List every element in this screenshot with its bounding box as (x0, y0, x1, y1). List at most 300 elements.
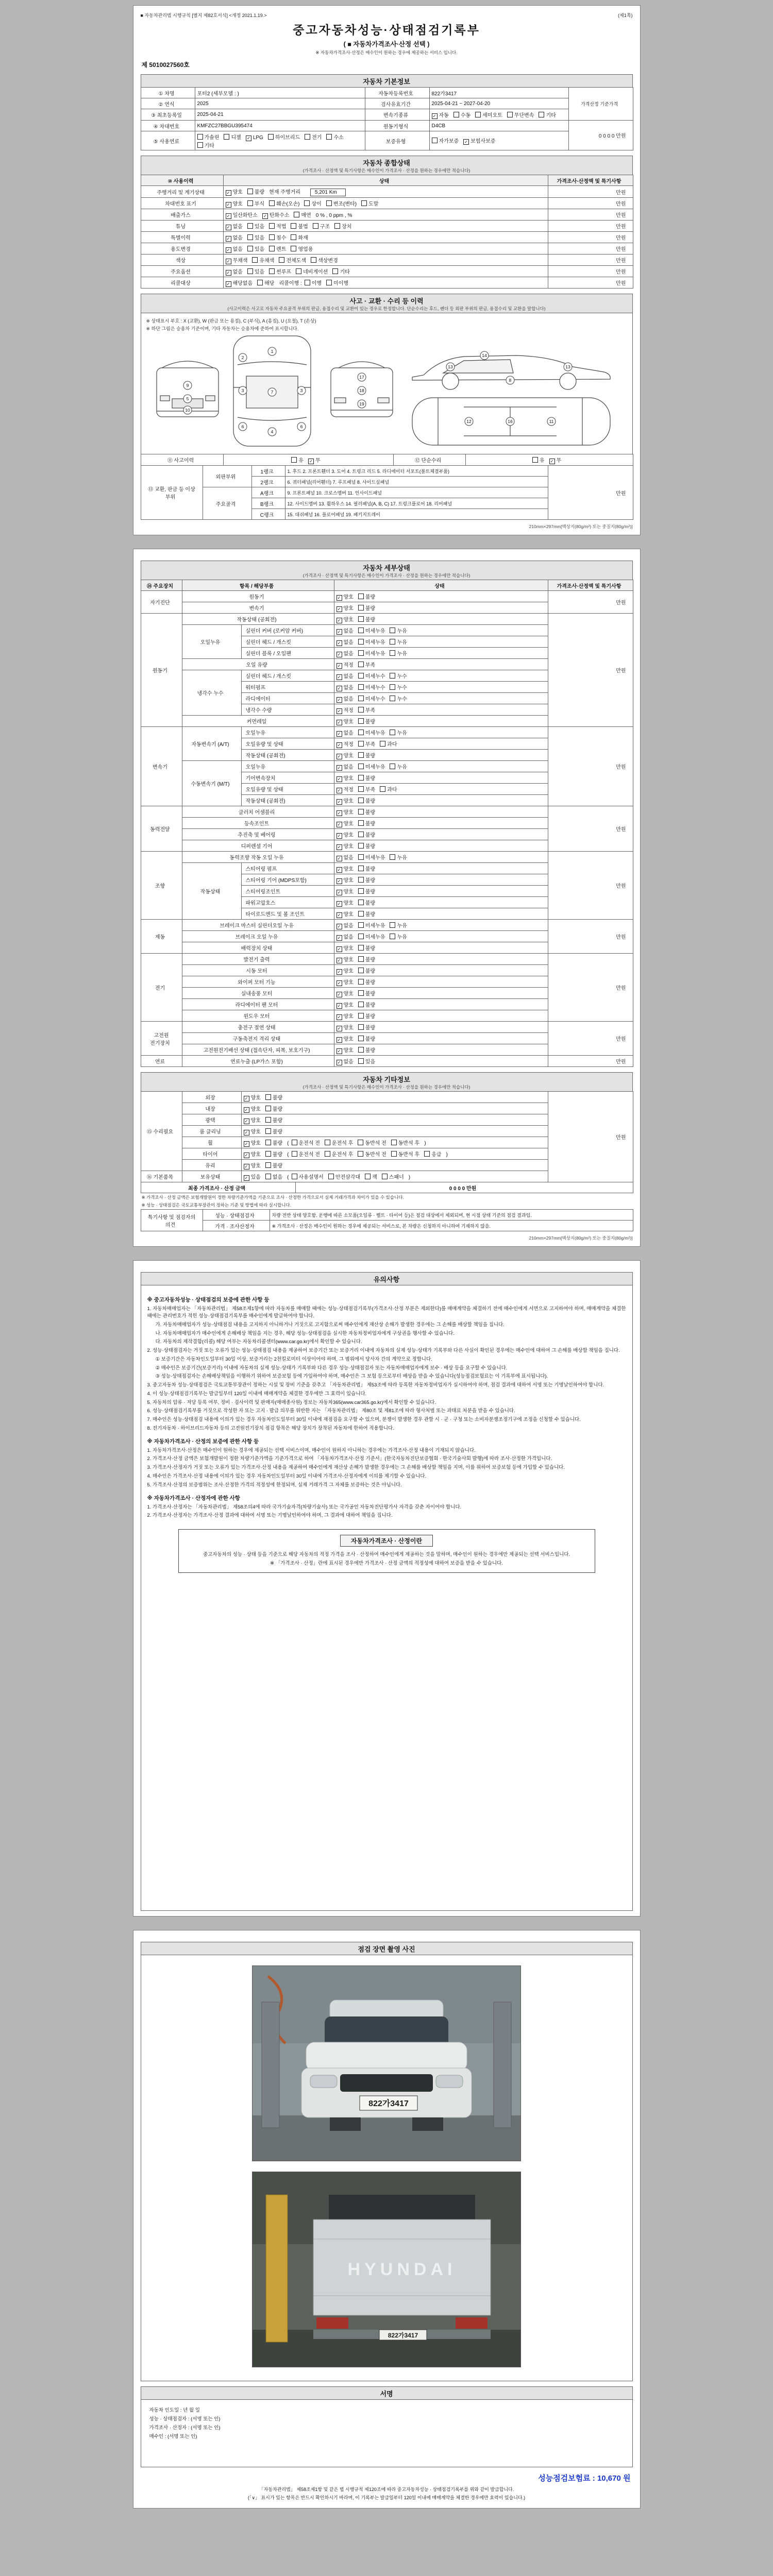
cell-text: 휠 (208, 1141, 213, 1146)
checkbox-미세누유[interactable] (358, 649, 385, 657)
checkbox-과다[interactable] (380, 785, 397, 793)
checkbox-미세누유[interactable] (358, 921, 385, 929)
checkbox-부족[interactable] (358, 740, 375, 748)
checkbox-세미오토[interactable] (475, 111, 502, 118)
checkbox-없음[interactable] (337, 694, 354, 703)
checkbox-이행[interactable] (305, 279, 322, 286)
checkbox-label: 영업용 (298, 246, 313, 252)
cell-text: 만원 (616, 201, 626, 207)
checkbox-적정[interactable] (337, 740, 354, 748)
checkbox-양호[interactable] (244, 1127, 261, 1136)
checkbox-불량[interactable] (358, 989, 375, 997)
cell (251, 466, 285, 477)
svg-text:5: 5 (186, 396, 189, 401)
cell (141, 121, 195, 131)
checkbox-양호[interactable] (337, 865, 354, 873)
cell-text: 클러치 어셈블리 (238, 810, 275, 816)
checkbox-적정[interactable] (337, 660, 354, 669)
checkbox-미세누수[interactable] (358, 672, 385, 680)
checkbox-label: 무 (556, 457, 562, 464)
section-title: 자동차 종합상태 (363, 159, 410, 167)
checkbox-불량[interactable] (358, 808, 375, 816)
checkbox-도말[interactable] (361, 199, 378, 207)
checkbox-양호[interactable] (337, 978, 354, 986)
checkbox-불량[interactable] (247, 188, 264, 195)
cell (334, 999, 548, 1010)
text-line: 7. 매수인은 성능·상태점검 내용에 이의가 있는 경우 자동차인도일부터 30일 이내에 재점검을 요구할 수 있으며, 분쟁이 발생한 경우 관할 시 · 군 · 구청 또는 소비자분쟁조정기구에 조정을 신청할 수 있습니다. (147, 1416, 581, 1422)
checkbox-보험사보증[interactable] (463, 137, 495, 145)
checkbox-양호[interactable] (244, 1116, 261, 1124)
cell-text: 배력장치 상태 (241, 946, 273, 952)
checkbox-양호[interactable] (337, 955, 354, 963)
checkbox-색상변경[interactable] (311, 256, 338, 264)
cell-text: ( (287, 1151, 289, 1158)
checkbox-없음[interactable] (265, 1173, 282, 1180)
cell-text: 구동축전지 격리 상태 (232, 1037, 281, 1042)
checkbox-있음[interactable] (247, 267, 264, 275)
checkbox-하이브리드[interactable] (268, 133, 300, 141)
checkbox-해당없음[interactable] (226, 279, 253, 287)
checkbox-없음[interactable] (226, 267, 243, 276)
checkbox-동반석 후[interactable] (391, 1139, 419, 1146)
checkbox-LPG[interactable] (246, 135, 263, 141)
checkbox-불량[interactable] (358, 1001, 375, 1008)
cell (241, 1092, 548, 1103)
checkbox-양호[interactable] (337, 887, 354, 895)
svg-text:16: 16 (508, 419, 513, 424)
checkbox-양호[interactable] (337, 751, 354, 759)
cell-text: 동력조향 작동 오일 누유 (229, 855, 284, 861)
checkbox-양호[interactable] (244, 1161, 261, 1170)
cell (548, 255, 633, 266)
checkbox-유[interactable] (532, 456, 545, 464)
checkbox-불량[interactable] (358, 796, 375, 804)
checkbox-스패너[interactable] (382, 1173, 404, 1180)
cell-text: 만원 (616, 1037, 626, 1042)
checkbox-누유[interactable] (390, 921, 407, 929)
checkbox-양호[interactable] (337, 592, 354, 601)
checkbox-box: ✓ (337, 720, 342, 725)
checkbox-훼손(오손)[interactable] (269, 199, 299, 207)
checkbox-불량[interactable] (358, 899, 375, 906)
checkbox-유[interactable] (291, 456, 304, 464)
checkbox-불량[interactable] (358, 615, 375, 623)
checkbox-불량[interactable] (358, 819, 375, 827)
checkbox-잭[interactable] (365, 1173, 377, 1180)
section-photos (141, 1942, 633, 1955)
checkbox-운전석 후[interactable] (325, 1150, 353, 1158)
checkbox-label: 불량 (365, 979, 376, 986)
checkbox-있음[interactable] (247, 245, 264, 252)
checkbox-box (358, 718, 364, 724)
checkbox-label: 불량 (365, 991, 376, 997)
checkbox-box (304, 200, 310, 206)
checkbox-불량[interactable] (265, 1127, 282, 1135)
checkbox-부족[interactable] (358, 660, 375, 668)
cell-text: 연료 (155, 1059, 165, 1065)
checkbox-누수[interactable] (390, 683, 407, 691)
checkbox-전체도색[interactable] (279, 256, 306, 264)
checkbox-해당[interactable] (257, 279, 274, 286)
checkbox-label: 누유 (397, 764, 407, 770)
checkbox-미세누유[interactable] (358, 638, 385, 646)
checkbox-디젤[interactable] (224, 133, 241, 141)
checkbox-불량[interactable] (265, 1093, 282, 1101)
checkbox-box (358, 673, 364, 679)
diagram-basis-note: ※ 하단 그림은 승용차 기준이며, 기타 자동차는 승용차에 준하여 표시합니다. (146, 326, 299, 331)
checkbox-동반석 전[interactable] (358, 1150, 386, 1158)
checkbox-구조[interactable] (313, 222, 330, 230)
checkbox-불량[interactable] (358, 831, 375, 838)
checkbox-응급[interactable] (424, 1150, 441, 1158)
checkbox-있음[interactable] (358, 1057, 375, 1065)
checkbox-label: 양호 (250, 1140, 261, 1146)
checkbox-양호[interactable] (337, 876, 354, 884)
cell-text: 원동기 (153, 668, 167, 674)
cell (182, 942, 334, 954)
checkbox-불량[interactable] (358, 1046, 375, 1054)
cell-text: 동력전달 (150, 827, 170, 833)
checkbox-동반석 전[interactable] (358, 1139, 386, 1146)
cell (141, 209, 223, 221)
checkbox-불량[interactable] (265, 1139, 282, 1146)
checkbox-label: 양호 (343, 1047, 354, 1054)
cell-text: 외장 (205, 1095, 215, 1101)
checkbox-미이행[interactable] (326, 279, 348, 286)
checkbox-무[interactable] (308, 456, 321, 464)
checkbox-수동[interactable] (453, 111, 470, 118)
checkbox-기타[interactable] (539, 111, 556, 118)
checkbox-box: ✓ (337, 946, 342, 952)
checkbox-box (532, 457, 538, 463)
cell (241, 772, 334, 784)
checkbox-없음[interactable] (337, 672, 354, 680)
checkbox-불량[interactable] (358, 717, 375, 725)
checkbox-불량[interactable] (265, 1161, 282, 1169)
checkbox-미세누유[interactable] (358, 762, 385, 770)
checkbox-운전석 후[interactable] (325, 1139, 353, 1146)
checkbox-없음[interactable] (337, 921, 354, 929)
checkbox-장치[interactable] (334, 222, 351, 230)
cell (334, 1056, 548, 1067)
checkbox-수소[interactable] (326, 133, 343, 141)
checkbox-없음[interactable] (226, 233, 243, 242)
checkbox-불량[interactable] (358, 592, 375, 600)
checkbox-불량[interactable] (358, 887, 375, 895)
checkbox-양호[interactable] (337, 899, 354, 907)
checkbox-누유[interactable] (390, 728, 407, 736)
text-line: ※ 성능 · 상태점검은 국토교통부장관이 정하는 기준 및 방법에 따라 실시합니다. (141, 1202, 291, 1208)
checkbox-불량[interactable] (358, 978, 375, 986)
text-line: ② 매수인은 보증기간(보증거리) 이내에 자동차의 실제 성능·상태가 기록부와 다른 경우 성능·상태점검자 또는 자동차매매업자에게 보수 · 배상 등을 요구할 수 있습니다. (155, 1365, 508, 1371)
checkbox-양호[interactable] (337, 1046, 354, 1054)
checkbox-label: 불량 (365, 1036, 376, 1042)
checkbox-없음[interactable] (226, 222, 243, 230)
checkbox-양호[interactable] (226, 188, 243, 196)
checkbox-미세누수[interactable] (358, 694, 385, 702)
checkbox-불량[interactable] (358, 774, 375, 782)
checkbox-양호[interactable] (337, 989, 354, 997)
checkbox-label: 기타 (340, 269, 350, 275)
checkbox-label: 없음 (343, 923, 354, 929)
checkbox-미세누유[interactable] (358, 853, 385, 861)
checkbox-label: 스패너 (389, 1174, 404, 1180)
column-header (141, 580, 182, 591)
checkbox-누유[interactable] (390, 933, 407, 940)
cell (241, 886, 334, 897)
checkbox-양호[interactable] (244, 1150, 261, 1158)
checkbox-자가보증[interactable] (432, 137, 459, 144)
checkbox-label: 양호 (343, 594, 354, 600)
checkbox-누수[interactable] (390, 672, 407, 680)
checkbox-무단변속[interactable] (507, 111, 534, 118)
checkbox-상이[interactable] (304, 199, 321, 207)
cell-text: 실내송풍 모터 (241, 991, 273, 997)
checkbox-매연[interactable] (294, 211, 311, 218)
checkbox-불량[interactable] (358, 955, 375, 963)
checkbox-무[interactable] (549, 456, 562, 464)
text-line: 2. 가격조사·산정 금액은 보험개발원이 정한 차량기준가액을 기준가격으로 하여 「자동차가격조사·산정 기준서」(한국자동차진단보증협회 · 한국기술사회 발행)에 따라 조사·산정한 가격입니다. (147, 1456, 552, 1462)
checkbox-양호[interactable] (244, 1105, 261, 1113)
cell (241, 670, 334, 682)
checkbox-box: ✓ (337, 924, 342, 929)
checkbox-box (305, 134, 310, 140)
checkbox-box (197, 142, 203, 148)
signature-box (141, 2399, 633, 2467)
checkbox-가솔린[interactable] (197, 133, 220, 141)
checkbox-label: 부족 (365, 741, 376, 748)
checkbox-부족[interactable] (358, 785, 375, 793)
cell-text: 2025-04-21 (197, 112, 224, 117)
checkbox-양호[interactable] (244, 1093, 261, 1101)
checkbox-양호[interactable] (226, 199, 243, 208)
cell (270, 1221, 633, 1231)
checkbox-미세누유[interactable] (358, 626, 385, 634)
section-title: 점검 장면 촬영 사진 (358, 1945, 415, 1954)
checkbox-box (265, 1128, 271, 1134)
notice-body (141, 1285, 633, 1911)
checkbox-자동[interactable] (432, 111, 449, 119)
checkbox-일산화탄소[interactable] (226, 211, 258, 219)
cell (241, 795, 334, 806)
checkbox-화재[interactable] (291, 233, 308, 241)
checkbox-box (390, 934, 395, 939)
checkbox-box: ✓ (337, 674, 342, 680)
checkbox-불량[interactable] (265, 1150, 282, 1158)
checkbox-box (358, 798, 364, 803)
checkbox-box (390, 854, 395, 860)
checkbox-없음[interactable] (337, 933, 354, 941)
definition-box-title: 자동차가격조사 · 산정이란 (340, 1535, 433, 1547)
cell (548, 727, 633, 806)
cell (141, 88, 195, 98)
checkbox-box (358, 900, 364, 905)
cell (334, 988, 548, 999)
checkbox-영업용[interactable] (291, 245, 313, 252)
checkbox-box (313, 223, 318, 229)
checkbox-없음[interactable] (337, 638, 354, 646)
checkbox-있음[interactable] (244, 1173, 261, 1181)
checkbox-렌트[interactable] (269, 245, 286, 252)
checkbox-과다[interactable] (380, 740, 397, 748)
checkbox-운전석 전[interactable] (292, 1139, 320, 1146)
checkbox-불량[interactable] (358, 1023, 375, 1031)
checkbox-부식[interactable] (247, 199, 264, 207)
checkbox-누수[interactable] (390, 694, 407, 702)
checkbox-불법[interactable] (291, 222, 308, 230)
checkbox-label: 없음 (343, 855, 354, 861)
checkbox-유채색[interactable] (252, 256, 274, 264)
checkbox-없음[interactable] (337, 1057, 354, 1065)
checkbox-양호[interactable] (337, 842, 354, 850)
checkbox-box: ✓ (244, 1130, 249, 1136)
checkbox-양호[interactable] (337, 944, 354, 952)
checkbox-box: ✓ (244, 1164, 249, 1170)
checkbox-label: 기타 (204, 143, 214, 149)
checkbox-적정[interactable] (337, 706, 354, 714)
checkbox-동반석 후[interactable] (391, 1150, 419, 1158)
checkbox-불량[interactable] (358, 604, 375, 612)
text-line: 6. 성능·상태점검기록부를 거짓으로 작성한 자 또는 고지 · 발급 의무를 위반한 자는 「자동차관리법」 제80조 및 제81조에 따라 형사처벌 또는 과태료 처분을 받을 수 있습니다. (147, 1408, 515, 1414)
checkbox-부족[interactable] (358, 706, 375, 714)
cell (241, 1103, 548, 1114)
checkbox-있음[interactable] (247, 233, 264, 241)
checkbox-label: 양호 (343, 1025, 354, 1031)
checkbox-누유[interactable] (390, 638, 407, 646)
checkbox-불량[interactable] (265, 1116, 282, 1124)
checkbox-무채색[interactable] (226, 256, 248, 264)
checkbox-변조(변타)[interactable] (326, 199, 357, 207)
cell (334, 648, 548, 659)
checkbox-양호[interactable] (337, 717, 354, 725)
checkbox-양호[interactable] (337, 615, 354, 623)
checkbox-적법[interactable] (269, 222, 286, 230)
checkbox-양호[interactable] (337, 604, 354, 612)
checkbox-불량[interactable] (265, 1105, 282, 1112)
checkbox-불량[interactable] (358, 910, 375, 918)
cell-text: 1랭크 (260, 469, 274, 475)
checkbox-기타[interactable] (197, 141, 214, 149)
checkbox-불량[interactable] (358, 1012, 375, 1020)
checkbox-양호[interactable] (244, 1139, 261, 1147)
checkbox-box: ✓ (244, 1107, 249, 1113)
checkbox-기타[interactable] (332, 267, 349, 275)
checkbox-미세누수[interactable] (358, 683, 385, 691)
cell (241, 1160, 548, 1171)
cell (182, 761, 241, 806)
checkbox-불량[interactable] (358, 944, 375, 952)
checkbox-미세누유[interactable] (358, 728, 385, 736)
checkbox-불량[interactable] (358, 876, 375, 884)
checkbox-양호[interactable] (337, 967, 354, 975)
cell (334, 908, 548, 920)
cell-text: 라디에이터 팬 모터 (235, 1003, 278, 1008)
checkbox-양호[interactable] (337, 1012, 354, 1020)
checkbox-누유[interactable] (390, 649, 407, 657)
cell (182, 988, 334, 999)
cell (429, 88, 568, 98)
checkbox-label: 양호 (343, 605, 354, 612)
checkbox-box (358, 605, 364, 611)
cell-text: 작동상태 (공회전) (245, 799, 285, 804)
checkbox-없음[interactable] (337, 853, 354, 861)
checkbox-양호[interactable] (337, 819, 354, 827)
checkbox-누유[interactable] (390, 762, 407, 770)
checkbox-양호[interactable] (337, 774, 354, 782)
checkbox-썬루프[interactable] (269, 267, 291, 275)
cell (182, 1092, 241, 1103)
checkbox-네비게이션[interactable] (296, 267, 328, 275)
checkbox-box (539, 112, 544, 117)
checkbox-box (296, 268, 301, 274)
checkbox-전기[interactable] (305, 133, 322, 141)
checkbox-없음[interactable] (337, 728, 354, 737)
checkbox-양호[interactable] (337, 796, 354, 805)
cell (223, 243, 548, 255)
page-1 (133, 5, 641, 535)
checkbox-양호[interactable] (337, 1035, 354, 1043)
checkbox-적정[interactable] (337, 785, 354, 793)
checkbox-없음[interactable] (226, 245, 243, 253)
checkbox-탄화수소[interactable] (262, 211, 290, 219)
checkbox-양호[interactable] (337, 808, 354, 816)
checkbox-운전석 전[interactable] (292, 1150, 320, 1158)
cell-text: 상태 (434, 583, 445, 589)
checkbox-없음[interactable] (337, 762, 354, 771)
cell-text: 브레이크 마스터 실린더오일 누유 (220, 923, 294, 929)
svg-text:19: 19 (359, 401, 364, 406)
vehicle-diagram-wrap (145, 333, 628, 453)
checkbox-양호[interactable] (337, 1001, 354, 1009)
checkbox-label: 양호 (343, 889, 354, 895)
cell (223, 266, 548, 277)
checkbox-사용설명서[interactable] (292, 1173, 324, 1180)
checkbox-안전삼각대[interactable] (328, 1173, 360, 1180)
svg-text:2: 2 (241, 355, 244, 360)
checkbox-불량[interactable] (358, 842, 375, 850)
checkbox-box: ✓ (337, 1003, 342, 1009)
checkbox-label: 동반석 후 (398, 1151, 420, 1158)
checkbox-불량[interactable] (358, 1035, 375, 1042)
checkbox-없음[interactable] (337, 626, 354, 635)
checkbox-누유[interactable] (390, 853, 407, 861)
checkbox-box (358, 662, 364, 667)
checkbox-없음[interactable] (337, 649, 354, 657)
cell-text: 만원 (616, 490, 626, 497)
checkbox-box: ✓ (337, 799, 342, 805)
checkbox-label: 안전삼각대 (335, 1174, 361, 1180)
checkbox-양호[interactable] (337, 1023, 354, 1031)
checkbox-침수[interactable] (269, 233, 286, 241)
document-title: 중고자동차성능·상태점검기록부 (293, 23, 480, 37)
checkbox-box (358, 741, 364, 747)
checkbox-누유[interactable] (390, 626, 407, 634)
cell-text: 원동기형식 (383, 124, 409, 130)
text-line: 4. 매수인은 가격조사·산정 내용에 이의가 있는 경우 자동차인도일부터 30일 이내에 가격조사·산정자에게 이의를 제기할 수 있습니다. (147, 1473, 427, 1479)
checkbox-불량[interactable] (358, 967, 375, 974)
checkbox-불량[interactable] (358, 865, 375, 872)
cell (365, 109, 429, 121)
checkbox-불량[interactable] (358, 751, 375, 759)
checkbox-양호[interactable] (337, 831, 354, 839)
checkbox-미세누유[interactable] (358, 933, 385, 940)
checkbox-양호[interactable] (337, 910, 354, 918)
checkbox-label: 부족 (365, 662, 376, 668)
checkbox-있음[interactable] (247, 222, 264, 230)
checkbox-없음[interactable] (337, 683, 354, 691)
checkbox-box (265, 1140, 271, 1145)
cell-text: 가격산정 기준가격 (580, 101, 618, 107)
